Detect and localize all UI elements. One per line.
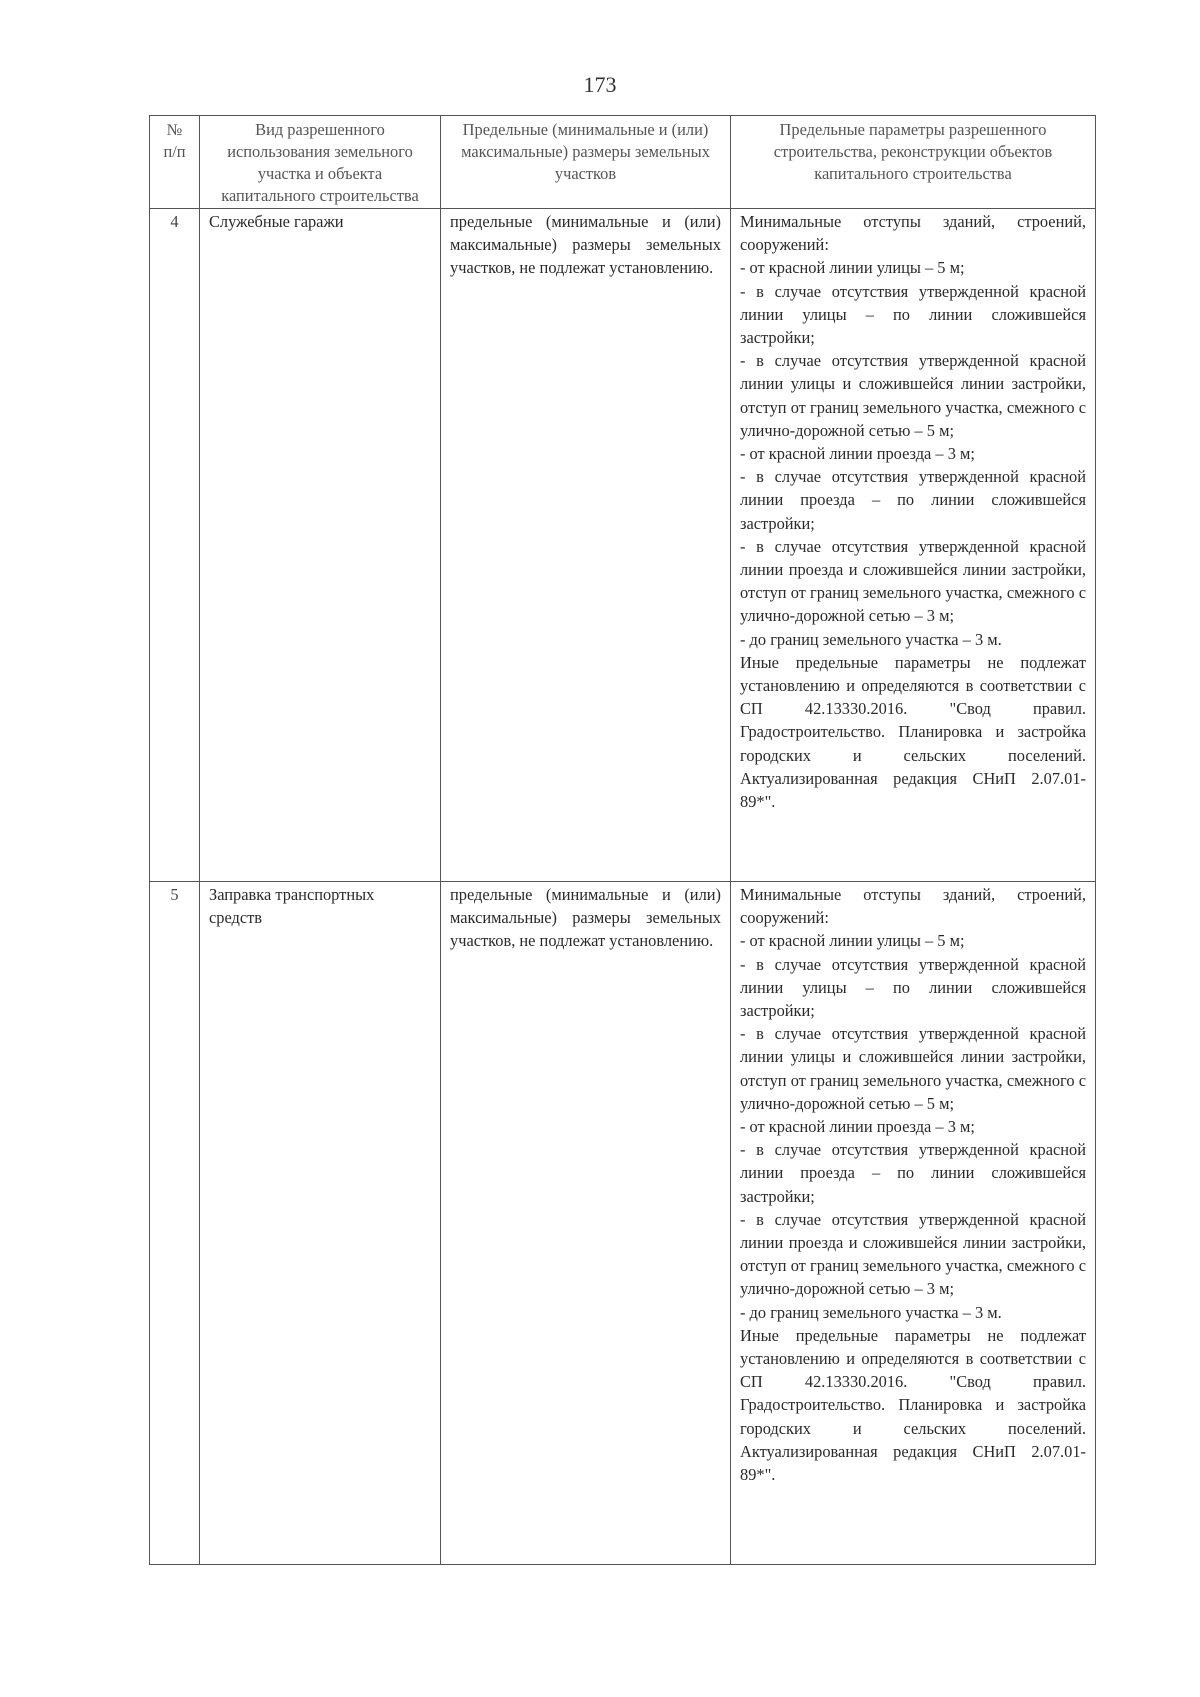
param-line: - до границ земельного участка – 3 м.: [740, 1302, 1002, 1322]
param-line: - в случае отсутствия утвержденной красной линии улицы и сложившейся линии застройки, отступ от границ земельного участка, смежного с улично-дорожной сетью – 5 м;: [740, 1024, 1086, 1113]
param-line: - в случае отсутствия утвержденной красной линии улицы – по линии сложившейся застройки;: [740, 954, 1086, 1021]
row-plot-sizes: предельные (минимальные и (или) максимальные) размеры земельных участков, не подлежат установлению.: [441, 209, 731, 882]
row-build-params: [731, 882, 1096, 1565]
param-line: - в случае отсутствия утвержденной красной линии проезда и сложившейся линии застройки, отступ от границ земельного участка, смежного с улично-дорожной сетью – 3 м;: [740, 1209, 1086, 1299]
param-line: - в случае отсутствия утвержденной красной линии проезда и сложившейся линии застройки, отступ от границ земельного участка, смежного с улично-дорожной сетью – 3 м;: [740, 536, 1086, 626]
row-number: 5: [150, 882, 200, 1565]
header-plot-sizes: Предельные (минимальные и (или) максимальные) размеры земельных участков: [441, 116, 731, 209]
table-row: [150, 209, 1096, 882]
param-line: - до границ земельного участка – 3 м.: [740, 629, 1002, 649]
param-line: - от красной линии проезда – 3 м;: [740, 1117, 975, 1137]
param-line: Минимальные отступы зданий, строений, сооружений:: [740, 885, 1086, 928]
param-line: Иные предельные параметры не подлежат установлению и определяются в соответствии с СП 42.13330.2016. "Свод правил. Градостроительство. Планировка и застройка городских и сельских поселений. Актуализированная редакция СНиП 2.07.01-89*".: [740, 1325, 1086, 1485]
row-use-type: Служебные гаражи: [200, 209, 441, 882]
row-number: 4: [150, 209, 200, 882]
param-line: - от красной линии улицы – 5 м;: [740, 258, 965, 278]
param-line: - от красной линии проезда – 3 м;: [740, 444, 975, 464]
row-build-params: [731, 209, 1096, 882]
param-line: Минимальные отступы зданий, строений, сооружений:: [740, 212, 1086, 255]
header-number: № п/п: [150, 116, 200, 209]
table-row: [150, 882, 1096, 1565]
param-line: - в случае отсутствия утвержденной красной линии проезда – по линии сложившейся застройки;: [740, 1140, 1086, 1206]
regulations-table: [149, 115, 1096, 1565]
param-line: - от красной линии улицы – 5 м;: [740, 931, 965, 951]
row-use-type: Заправка транспортных средств: [200, 882, 441, 1565]
row-plot-sizes: предельные (минимальные и (или) максимальные) размеры земельных участков, не подлежат установлению.: [441, 882, 731, 1565]
table-header-row: [150, 116, 1096, 209]
param-line: - в случае отсутствия утвержденной красной линии проезда – по линии сложившейся застройки;: [740, 467, 1086, 533]
page-number: 173: [583, 72, 617, 97]
param-line: - в случае отсутствия утвержденной красной линии улицы и сложившейся линии застройки, отступ от границ земельного участка, смежного с улично-дорожной сетью – 5 м;: [740, 351, 1086, 440]
param-line: - в случае отсутствия утвержденной красной линии улицы – по линии сложившейся застройки;: [740, 281, 1086, 348]
header-build-params: Предельные параметры разрешенного строительства, реконструкции объектов капитального строительства: [731, 116, 1096, 209]
header-use-type: Вид разрешенного использования земельного участка и объекта капитального строительства: [200, 116, 441, 209]
param-line: Иные предельные параметры не подлежат установлению и определяются в соответствии с СП 42.13330.2016. "Свод правил. Градостроительство. Планировка и застройка городских и сельских поселений. Актуализированная редакция СНиП 2.07.01-89*".: [740, 652, 1086, 812]
